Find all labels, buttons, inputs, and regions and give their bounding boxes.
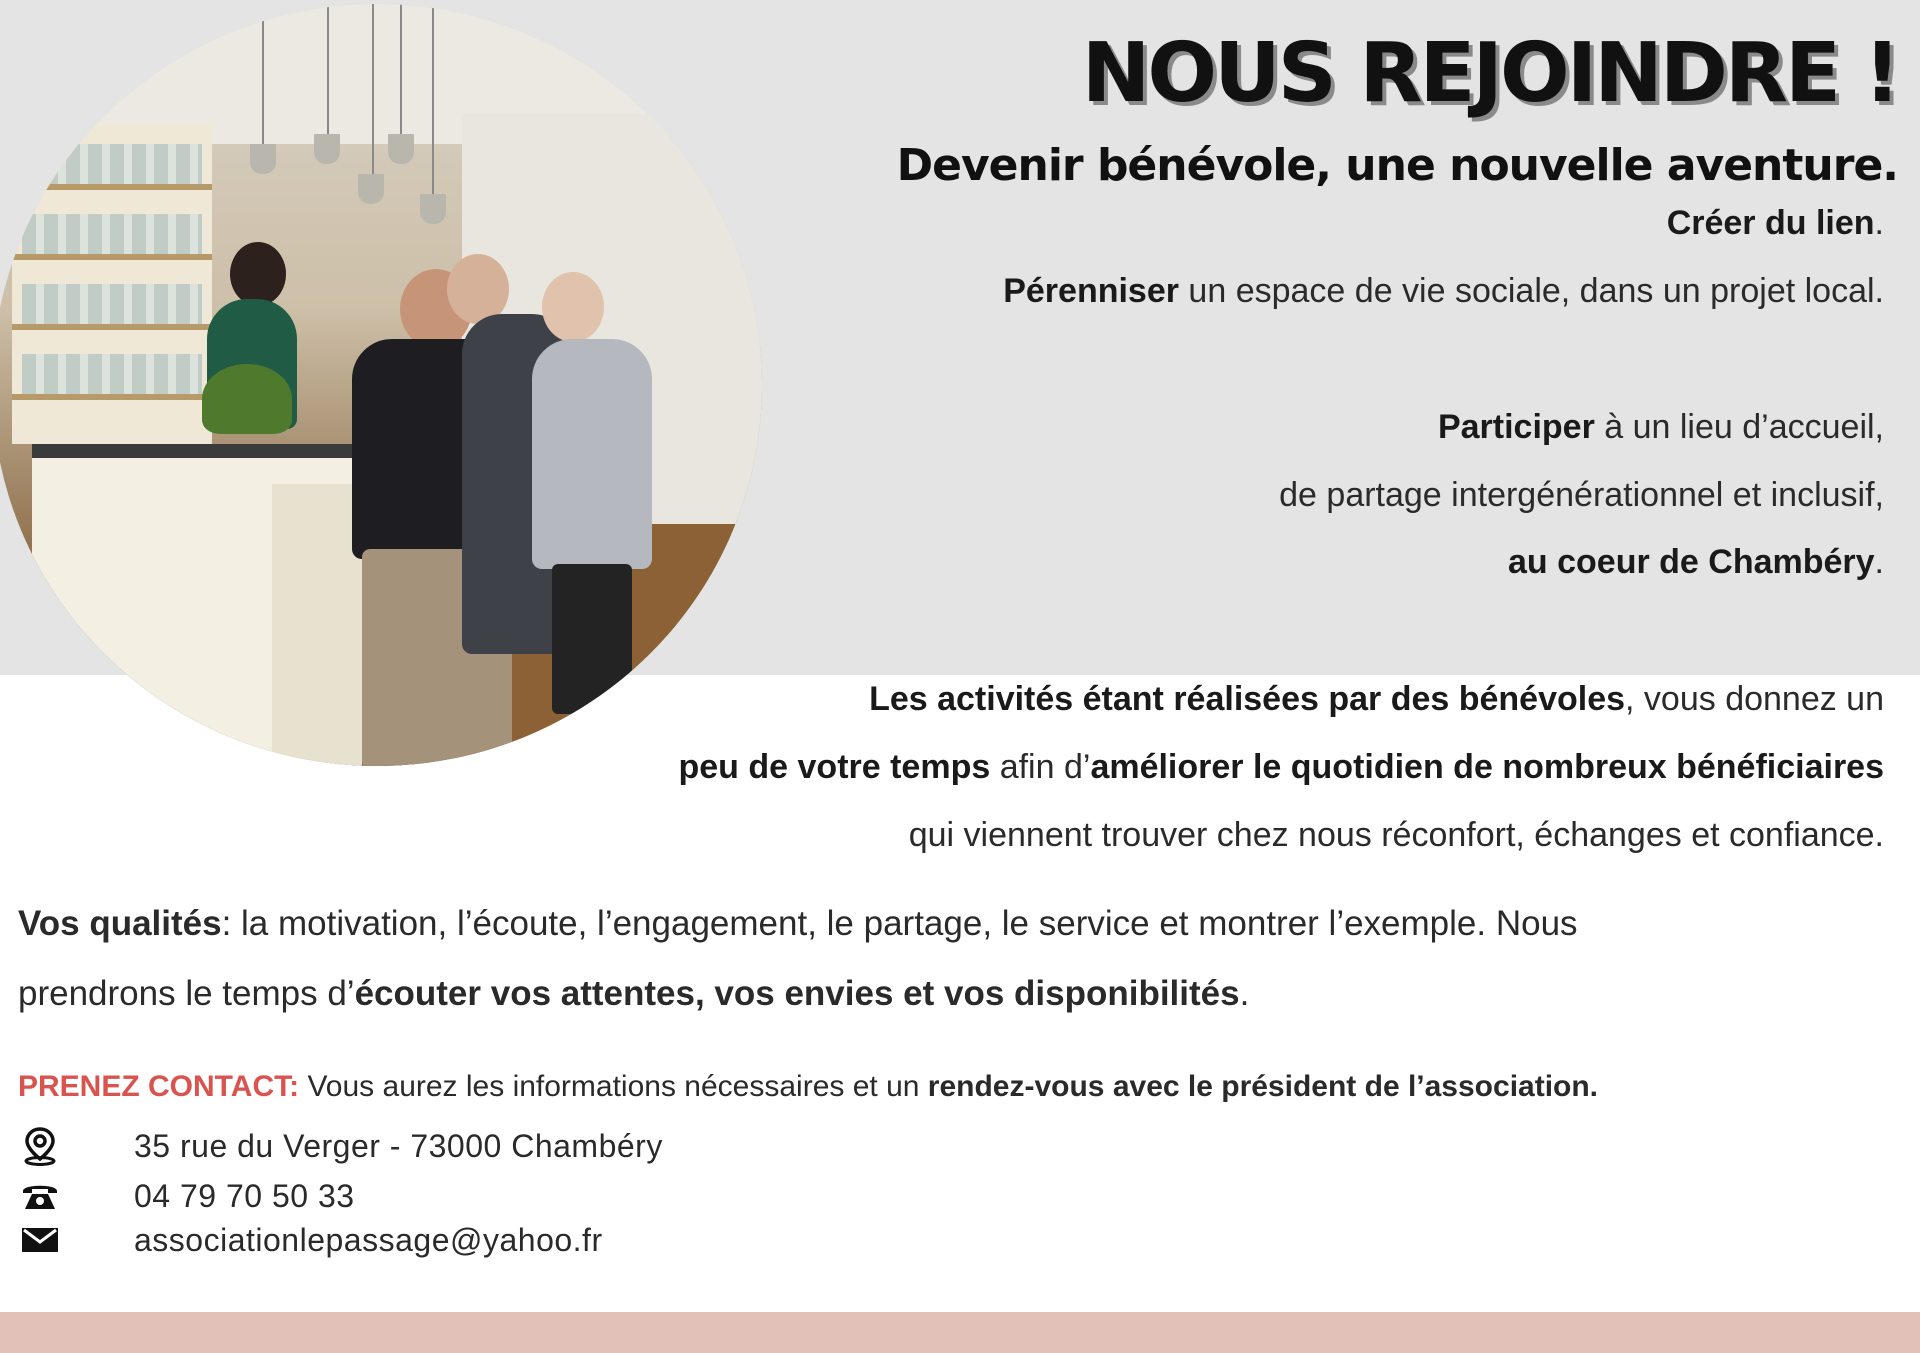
email-text[interactable]: associationlepassage@yahoo.fr (134, 1221, 603, 1258)
activities-line-3: qui viennent trouver chez nous réconfort, échanges et confiance. (908, 816, 1884, 854)
intro-line-4: de partage intergénérationnel et inclusif, (1279, 476, 1884, 514)
footer-band (0, 1312, 1920, 1353)
phone-text: 04 79 70 50 33 (134, 1177, 355, 1214)
envelope-icon (18, 1220, 62, 1260)
contact-label: PRENEZ CONTACT: (18, 1070, 300, 1103)
phone-row (18, 1176, 355, 1216)
cafe-photo (0, 4, 762, 766)
intro-line-5: au coeur de Chambéry. (1507, 543, 1884, 581)
address-text: 35 rue du Verger - 73000 Chambéry (134, 1127, 663, 1164)
activities-line-2: peu de votre temps afin d’améliorer le quotidien de nombreux bénéficiaires (678, 748, 1884, 786)
location-pin-icon (18, 1126, 62, 1166)
activities-line-1: Les activités étant réalisées par des bénévoles, vous donnez un (869, 680, 1884, 718)
page-title: NOUS REJOINDRE ! (1081, 26, 1898, 121)
qualities-line-1: Vos qualités: la motivation, l’écoute, l’engagement, le partage, le service et montrer l’exemple. Nous (18, 904, 1578, 943)
intro-line-3: Participer à un lieu d’accueil, (1437, 408, 1884, 446)
telephone-icon (18, 1176, 62, 1216)
intro-line-2: Pérenniser un espace de vie sociale, dans un projet local. (1003, 272, 1884, 310)
email-row (18, 1220, 603, 1260)
address-row (18, 1126, 663, 1166)
intro-line-1: Créer du lien. (1666, 204, 1884, 242)
contact-line: PRENEZ CONTACT: Vous aurez les informations nécessaires et un rendez-vous avec le président de l’association. (18, 1070, 1599, 1103)
qualities-line-2: prendrons le temps d’écouter vos attentes, vos envies et vos disponibilités. (18, 974, 1250, 1013)
page-subtitle: Devenir bénévole, une nouvelle aventure. (896, 140, 1898, 191)
